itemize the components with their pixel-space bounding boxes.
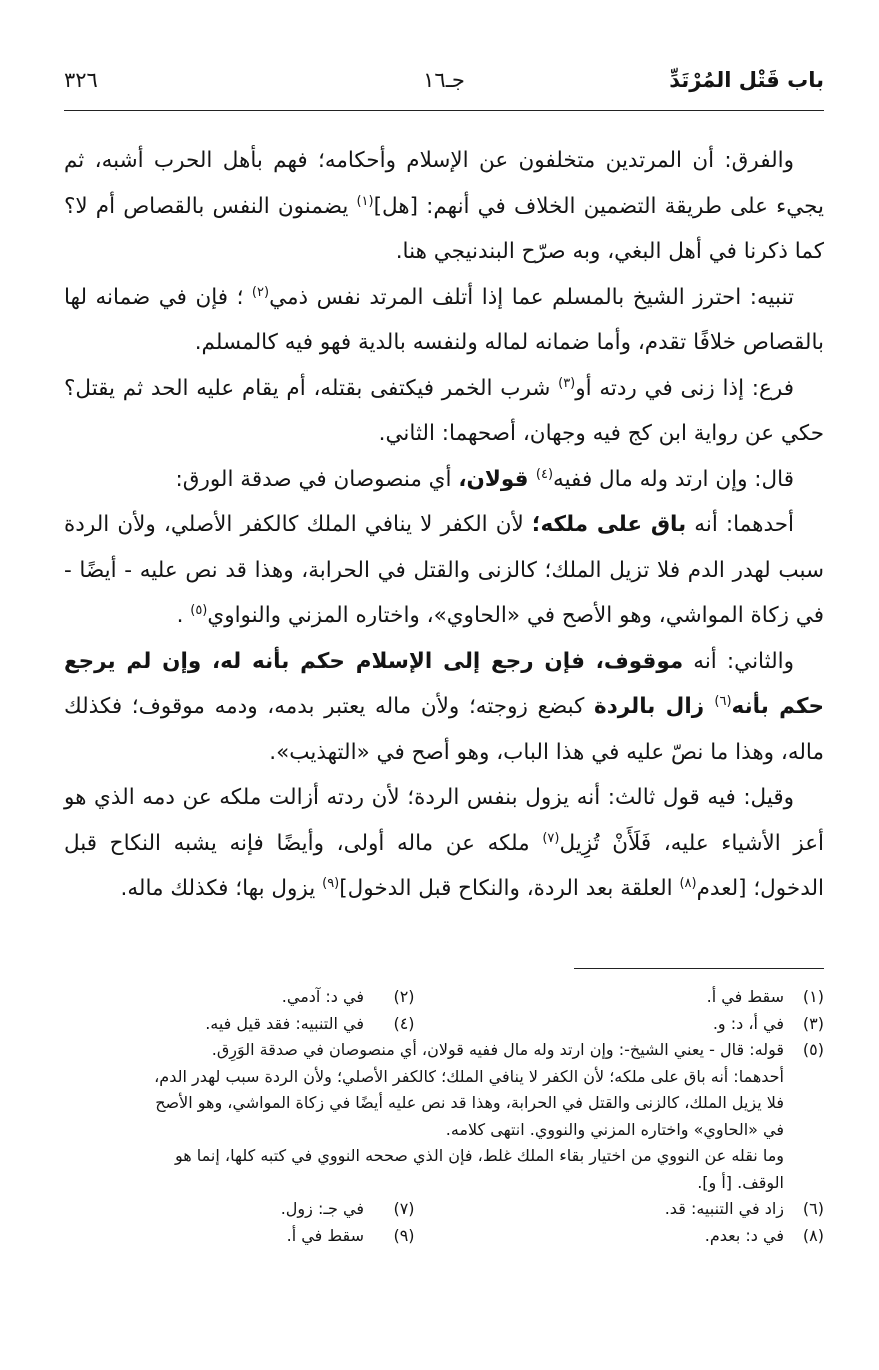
text-line: بها؛ فكذلك ماله. bbox=[120, 876, 265, 901]
page-number: ٣٢٦ bbox=[64, 68, 98, 92]
footnote-ref[interactable]: (١) bbox=[356, 193, 374, 209]
bold-text: زال بالردة bbox=[594, 694, 715, 719]
paragraph-difference bbox=[64, 138, 824, 275]
main-text bbox=[64, 138, 824, 912]
footnote-number: (١) bbox=[802, 987, 824, 1006]
text-line: يقتل؟ حكي عن رواية ابن كج فيه وجهان، أصحهما: الثاني. bbox=[64, 375, 824, 446]
text-line: لها بالقصاص خلافًا تقدم، وأما ضمانه لماله ولنفسه بالدية فهو فيه كالمسلم. bbox=[64, 284, 824, 355]
footnote-number: (٨) bbox=[802, 1225, 824, 1245]
bold-text: قولان، bbox=[458, 466, 536, 492]
footnote-text: في جـ: زول. bbox=[280, 1199, 364, 1218]
footnote-line: الوقف. [أ و]. bbox=[697, 1172, 784, 1192]
footnote-ref[interactable]: (٨) bbox=[679, 875, 697, 891]
footnote-ref[interactable]: (٤) bbox=[535, 466, 554, 482]
running-header bbox=[64, 68, 824, 102]
text-line: ولأن الردة سبب لهدر الدم فلا تزيل الملك؛ كالزنى والقتل في الحرابة، وهذا قد bbox=[64, 512, 825, 583]
paragraph-second-opinion bbox=[64, 639, 824, 776]
footnote-text: في أ، د: و. bbox=[712, 1013, 784, 1033]
text-line: ثم يجيء على طريقة التضمين الخلاف في أنهم: [هل] bbox=[64, 148, 824, 219]
text-fragment: النكاح قبل الدخول؛ [لعدم bbox=[64, 830, 824, 901]
paragraph-branch bbox=[64, 366, 824, 457]
text-fragment: والثاني: أنه bbox=[683, 648, 795, 674]
footnote-text: في التنبيه: فقد قيل فيه. bbox=[205, 1013, 364, 1033]
footnote-line: فلا يزيل الملك، كالزنى والقتل في الحرابة، وهذا قد نص عليه أيضًا في زكاة المواشي، وهو الأصح bbox=[155, 1093, 784, 1112]
footnote-number: (٧) bbox=[393, 1199, 415, 1218]
header-divider bbox=[64, 110, 824, 111]
footnote-ref[interactable]: (٧) bbox=[542, 830, 560, 846]
text-fragment: ملكه عن ماله أولى، وأيضًا فإنه يشبه bbox=[173, 830, 543, 856]
footnote-row bbox=[64, 1223, 824, 1250]
footnote bbox=[64, 1223, 444, 1250]
footnote-text: في د: آدمي. bbox=[281, 987, 364, 1006]
text-fragment: المزني والنواوي bbox=[207, 603, 349, 628]
footnote-text: سقط في أ. bbox=[706, 987, 784, 1006]
footnote bbox=[64, 1196, 444, 1223]
footnote bbox=[444, 1223, 824, 1250]
text-fragment: العلقة بعد الردة، والنكاح قبل الدخول] bbox=[339, 876, 680, 901]
footnote-line: وما نقله عن النووي من اختيار بقاء الملك غلط، فإن الذي صححه النووي في كتبه كلها، إنما هو bbox=[175, 1146, 784, 1165]
footnote-row bbox=[64, 1196, 824, 1223]
footnote bbox=[444, 984, 824, 1011]
footnote-number: (٦) bbox=[802, 1199, 824, 1218]
footnote-ref[interactable]: (٢) bbox=[251, 284, 270, 300]
footnote-number: (٩) bbox=[393, 1225, 415, 1245]
footnote bbox=[444, 1011, 824, 1038]
footnote-row bbox=[64, 1011, 824, 1038]
footnote-ref[interactable]: (٥) bbox=[190, 602, 208, 618]
text-line: بالقصاص أم لا؟ كما ذكرنا في أهل البغي، وبه صرّح البندنيجي هنا. bbox=[64, 193, 824, 264]
text-line: فكذلك ماله، وهذا ما نصّ عليه في هذا الباب، وهو أصح في «التهذيب». bbox=[64, 694, 824, 765]
footnote-text: في د: بعدم. bbox=[704, 1225, 784, 1245]
paragraph-said bbox=[64, 457, 824, 503]
text-fragment: ؛ فإن في ضمانه bbox=[95, 284, 252, 310]
footnote-number: (٤) bbox=[393, 1013, 415, 1033]
text-fragment: يضمنون النفس bbox=[212, 193, 357, 219]
footnote-text: سقط في أ. bbox=[286, 1225, 364, 1245]
footnote bbox=[64, 1011, 444, 1038]
text-line: والفرق: أن المرتدين متخلفون عن الإسلام وأحكامه؛ فهم بأهل الحرب أشبه، bbox=[94, 148, 794, 173]
footnote-ref[interactable]: (٣) bbox=[558, 375, 576, 391]
footnote-number: (٣) bbox=[802, 1013, 824, 1033]
text-fragment: لأن الكفر لا ينافي الملك كالكفر الأصلي، bbox=[163, 512, 532, 537]
footnotes bbox=[64, 984, 824, 1249]
chapter-title: باب قَتْل المُرْتَدِّ bbox=[669, 68, 824, 92]
footnote-line: في «الحاوي» واختاره المزني والنووي. انتهى كلامه. bbox=[445, 1119, 784, 1139]
paragraph-third-opinion bbox=[64, 775, 824, 912]
bold-text: باق على ملكه؛ bbox=[531, 512, 687, 537]
footnote-number: (٥) bbox=[802, 1040, 824, 1059]
text-fragment: أحدهما: أنه bbox=[686, 512, 795, 537]
text-fragment: فرع: إذا زنى في ردته أو bbox=[575, 375, 795, 401]
footnote-ref[interactable]: (٩) bbox=[322, 875, 340, 891]
text-fragment: تنبيه: احترز الشيخ بالمسلم عما إذا أتلف المرتد نفس ذمي bbox=[269, 284, 794, 310]
footnote-divider bbox=[574, 968, 824, 969]
footnote-text: زاد في التنبيه: قد. bbox=[664, 1199, 784, 1218]
text-line: نص عليه - أيضًا - في زكاة المواشي، وهو الأصح في «الحاوي»، واختاره bbox=[64, 557, 824, 628]
footnote-text: قوله: قال - يعني الشيخ-: وإن ارتد وله مال ففيه قولان، أي منصوصان في صدقة الوَرِق. bbox=[211, 1040, 784, 1059]
paragraph-first-opinion bbox=[64, 502, 824, 639]
bold-text: موقوف، فإن رجع إلى الإسلام حكم بأنه له، وإن لم يرجع bbox=[64, 648, 684, 674]
footnote-long bbox=[64, 1037, 824, 1064]
text-fragment: أي منصوصان في صدقة الورق: bbox=[175, 466, 459, 492]
text-fragment: قال: وإن ارتد وله مال ففيه bbox=[553, 466, 794, 492]
footnote-row bbox=[64, 984, 824, 1011]
bold-text: حكم بأنه bbox=[731, 694, 824, 719]
text-fragment: . bbox=[176, 603, 191, 628]
text-line: وقيل: فيه قول ثالث: أنه يزول بنفس الردة؛ لأن ردته أزالت ملكه عن دمه bbox=[142, 785, 794, 810]
paragraph-note bbox=[64, 275, 824, 366]
footnote-ref[interactable]: (٦) bbox=[714, 693, 732, 709]
footnote-line: أحدهما: أنه باق على ملكه؛ لأن الكفر لا ينافي الملك؛ كالكفر الأصلي؛ ولأن الردة سبب لهدر الدم، bbox=[154, 1066, 784, 1086]
text-fragment: يزول bbox=[271, 876, 323, 901]
footnote-number: (٢) bbox=[393, 987, 415, 1006]
text-fragment: الذي هو أعز الأشياء عليه، فَلَأَنْ تُزِيل bbox=[64, 785, 824, 856]
volume-number: جـ١٦ bbox=[423, 68, 465, 92]
text-fragment: كبضع زوجته؛ ولأن ماله يعتبر بدمه، ودمه موقوف؛ bbox=[131, 694, 595, 719]
footnote bbox=[64, 984, 444, 1011]
footnote bbox=[444, 1196, 824, 1223]
text-fragment: شرب الخمر فيكتفى بقتله، أم يقام عليه الحد ثم bbox=[122, 375, 559, 401]
